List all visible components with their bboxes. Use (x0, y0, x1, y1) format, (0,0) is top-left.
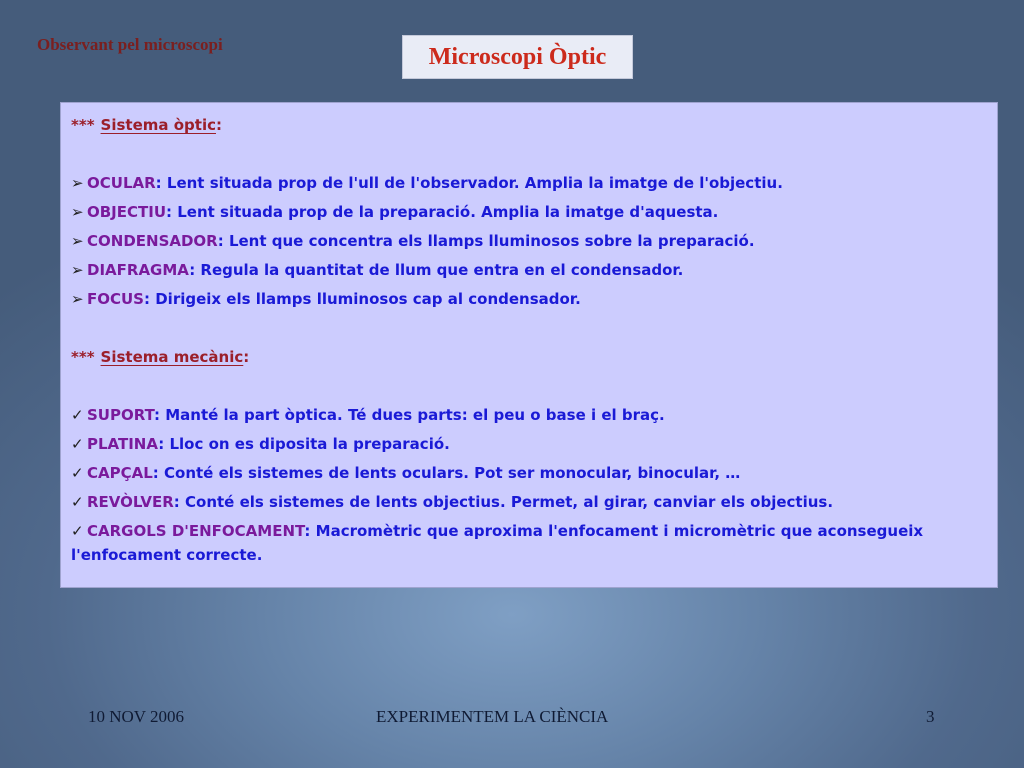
arrow-bullet-icon: ➢ (71, 232, 84, 250)
arrow-bullet-icon: ➢ (71, 290, 84, 308)
list-item (71, 488, 987, 517)
checkmark-bullet-icon: ✓ (71, 464, 84, 482)
section-stars: *** (71, 348, 95, 366)
item-term: OBJECTIU (87, 203, 167, 221)
item-term: FOCUS (87, 290, 144, 308)
section-stars: *** (71, 116, 95, 134)
arrow-bullet-icon: ➢ (71, 203, 84, 221)
slide-title: Microscopi Òptic (402, 35, 633, 79)
item-text: : Conté els sistemes de lents oculars. Pot ser monocular, binocular, … (152, 464, 741, 482)
item-text: : Lent situada prop de l'ull de l'observador. Amplia la imatge de l'objectiu. (155, 174, 783, 192)
section-heading-mechanic (71, 343, 987, 372)
list-item (71, 256, 987, 285)
section-heading-optic (71, 111, 987, 140)
content-panel (60, 102, 998, 588)
arrow-bullet-icon: ➢ (71, 261, 84, 279)
list-item (71, 517, 987, 567)
item-text: : Lent situada prop de la preparació. Amplia la imatge d'aquesta. (166, 203, 719, 221)
item-term: CARGOLS D'ENFOCAMENT (87, 522, 305, 540)
list-item (71, 459, 987, 488)
item-term: SUPORT (87, 406, 155, 424)
item-text: : Lloc on es diposita la preparació. (158, 435, 450, 453)
list-item (71, 285, 987, 314)
checkmark-bullet-icon: ✓ (71, 493, 84, 511)
item-text: : Lent que concentra els llamps lluminosos sobre la preparació. (217, 232, 755, 250)
list-item (71, 227, 987, 256)
item-term: PLATINA (87, 435, 159, 453)
item-text: : Macromètric que aproxima l'enfocament i micromètric que aconsegueix l'enfocament correcte. (71, 522, 924, 564)
item-text: : Manté la part òptica. Té dues parts: el peu o base i el braç. (154, 406, 665, 424)
item-term: DIAFRAGMA (87, 261, 190, 279)
footer-date: 10 NOV 2006 (88, 707, 185, 726)
checkmark-bullet-icon: ✓ (71, 522, 84, 540)
item-term: CAPÇAL (87, 464, 153, 482)
item-term: CONDENSADOR (87, 232, 218, 250)
list-item (71, 401, 987, 430)
item-text: : Dirigeix els llamps lluminosos cap al condensador. (144, 290, 581, 308)
item-term: OCULAR (87, 174, 156, 192)
spacer (71, 140, 987, 169)
arrow-bullet-icon: ➢ (71, 174, 84, 192)
corner-title: Observant pel microscopi (37, 35, 223, 54)
item-text: : Regula la quantitat de llum que entra en el condensador. (189, 261, 684, 279)
section-heading-label: Sistema òptic (100, 116, 216, 134)
footer-title: EXPERIMENTEM LA CIÈNCIA (376, 707, 609, 726)
page-number: 3 (926, 707, 935, 726)
section-heading-colon: : (215, 116, 222, 134)
list-item (71, 169, 987, 198)
list-item (71, 430, 987, 459)
checkmark-bullet-icon: ✓ (71, 406, 84, 424)
item-text: : Conté els sistemes de lents objectius. Permet, al girar, canviar els objectius. (173, 493, 834, 511)
item-term: REVÒLVER (87, 493, 174, 511)
list-item (71, 198, 987, 227)
checkmark-bullet-icon: ✓ (71, 435, 84, 453)
section-heading-label: Sistema mecànic (100, 348, 244, 366)
section-heading-colon: : (243, 348, 250, 366)
spacer (71, 314, 987, 343)
spacer (71, 372, 987, 401)
